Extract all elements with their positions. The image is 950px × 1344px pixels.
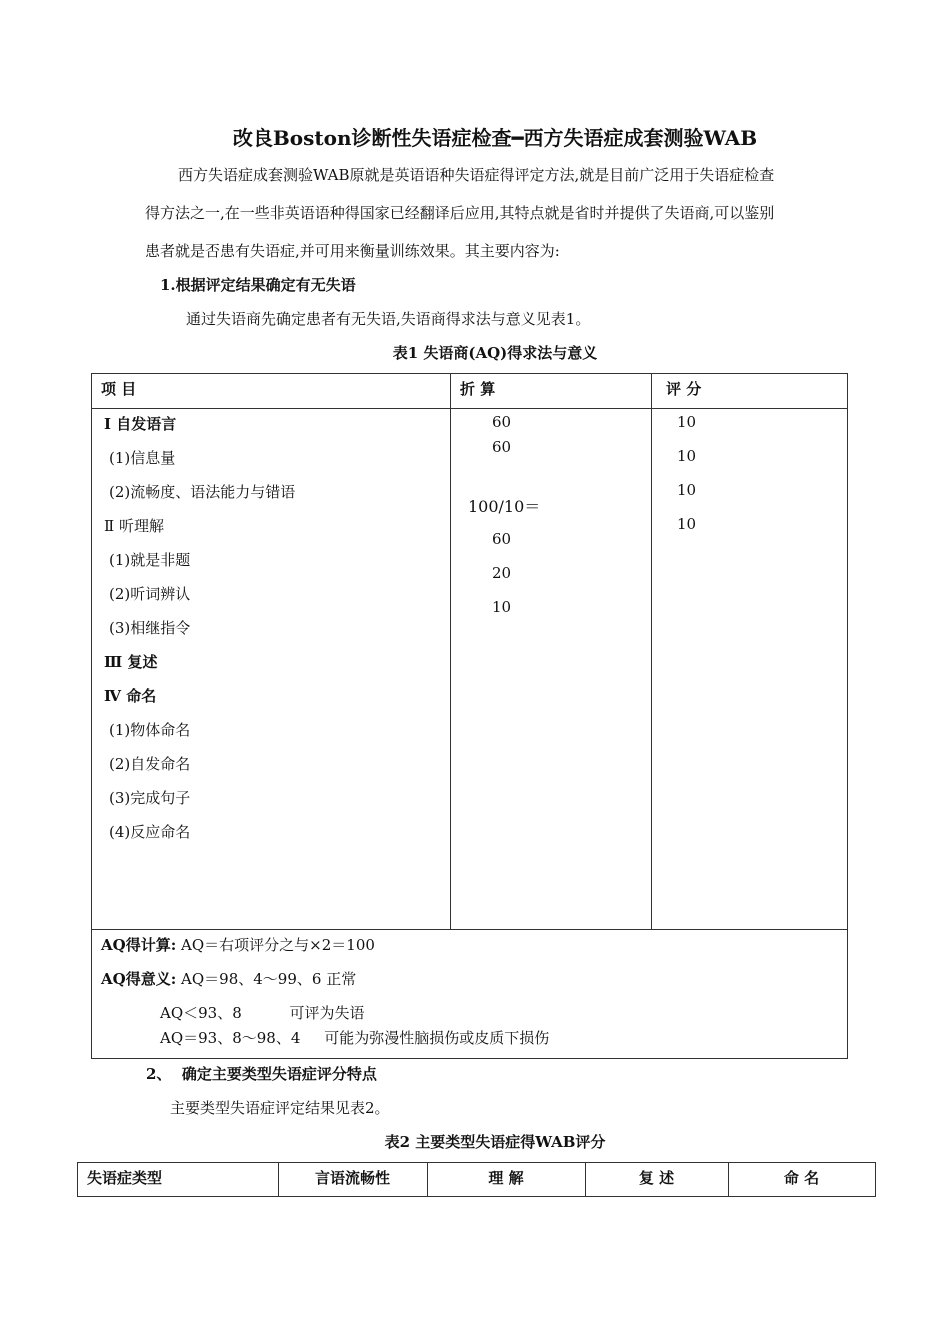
item-sequential-commands: (3)相继指令 bbox=[109, 619, 191, 637]
aq-meaning-label: AQ得意义: bbox=[101, 970, 177, 988]
table-2-header-comprehension: 理 解 bbox=[488, 1169, 524, 1187]
conversion-value: 60 bbox=[492, 438, 512, 456]
item-word-recognition: (2)听词辨认 bbox=[109, 585, 191, 603]
item-word-fluency: (2)自发命名 bbox=[109, 755, 191, 773]
item-responsive-naming: (4)反应命名 bbox=[109, 823, 191, 841]
item-auditory-comprehension: Ⅱ 听理解 bbox=[104, 517, 164, 535]
item-spontaneous-speech: Ⅰ 自发语言 bbox=[104, 415, 177, 433]
score-value: 10 bbox=[677, 515, 697, 533]
score-value: 10 bbox=[677, 447, 697, 465]
item-sentence-completion: (3)完成句子 bbox=[109, 789, 191, 807]
conversion-value: 20 bbox=[492, 564, 512, 582]
section-2-heading: 2、 确定主要类型失语症评分特点 bbox=[146, 1065, 377, 1083]
intro-line-3: 患者就是否患有失语症,并可用来衡量训练效果。其主要内容为: bbox=[145, 242, 560, 260]
aq-meaning-text: AQ＝98、4～99、6 正常 bbox=[181, 970, 357, 988]
item-repetition: Ⅲ 复述 bbox=[104, 653, 158, 671]
item-object-naming: (1)物体命名 bbox=[109, 721, 191, 739]
score-value: 10 bbox=[677, 413, 697, 431]
aq-brain-damage-line: AQ＝93、8～98、4 可能为弥漫性脑损伤或皮质下损伤 bbox=[160, 1029, 550, 1047]
table-2-caption: 表2 主要类型失语症得WAB评分 bbox=[384, 1133, 606, 1151]
item-information: (1)信息量 bbox=[109, 449, 176, 467]
conversion-value: 10 bbox=[492, 598, 512, 616]
item-naming: Ⅳ 命名 bbox=[104, 687, 157, 705]
table-1-caption: 表1 失语商(AQ)得求法与意义 bbox=[392, 344, 598, 362]
score-value: 10 bbox=[677, 481, 697, 499]
table-2-header-naming: 命 名 bbox=[783, 1169, 820, 1187]
conversion-value: 100/10＝ bbox=[468, 497, 541, 516]
aq-calculation bbox=[101, 934, 375, 955]
section-1-text: 通过失语商先确定患者有无失语,失语商得求法与意义见表1。 bbox=[186, 310, 591, 328]
table-2-header-type: 失语症类型 bbox=[87, 1169, 163, 1187]
page-title: 改良Boston诊断性失语症检查━西方失语症成套测验WAB bbox=[232, 126, 758, 150]
aq-meaning bbox=[101, 968, 356, 989]
aq-calculation-text: AQ＝右项评分之与×2＝100 bbox=[181, 936, 375, 954]
table-1-header-conversion: 折 算 bbox=[460, 380, 496, 398]
table-2-header-repetition: 复 述 bbox=[638, 1169, 675, 1187]
conversion-value: 60 bbox=[492, 530, 512, 548]
section-2-text: 主要类型失语症评定结果见表2。 bbox=[170, 1099, 390, 1117]
item-yes-no: (1)就是非题 bbox=[109, 551, 191, 569]
aq-aphasia-line: AQ＜93、8 可评为失语 bbox=[160, 1004, 365, 1022]
table-2-header-fluency: 言语流畅性 bbox=[314, 1169, 390, 1187]
table-1-header-item: 项 目 bbox=[101, 380, 137, 398]
intro-line-2: 得方法之一,在一些非英语语种得国家已经翻译后应用,其特点就是省时并提供了失语商,可以鉴别 bbox=[145, 204, 775, 222]
section-1-heading: 1.根据评定结果确定有无失语 bbox=[160, 276, 356, 294]
aq-calculation-label: AQ得计算: bbox=[101, 936, 177, 954]
conversion-value: 60 bbox=[492, 413, 512, 431]
table-1-header-score: 评 分 bbox=[666, 380, 702, 398]
item-fluency: (2)流畅度、语法能力与错语 bbox=[109, 483, 296, 501]
intro-line-1: 西方失语症成套测验WAB原就是英语语种失语症得评定方法,就是目前广泛用于失语症检查 bbox=[178, 166, 775, 184]
